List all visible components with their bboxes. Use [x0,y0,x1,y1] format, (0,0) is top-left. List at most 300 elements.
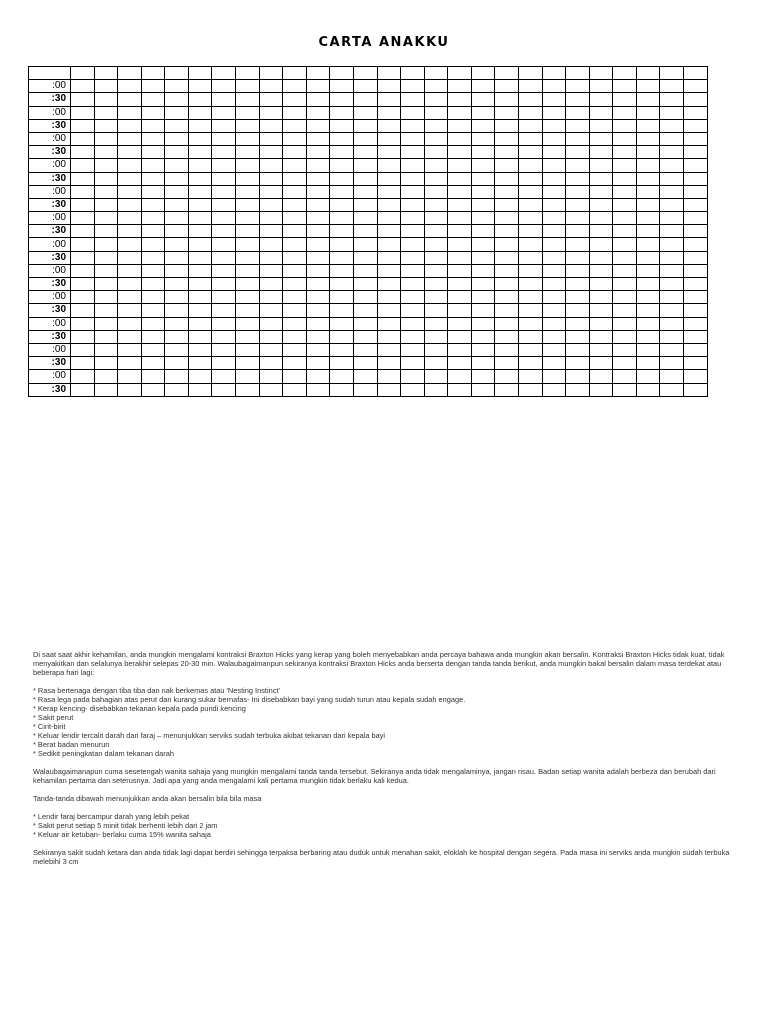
grid-cell [613,291,637,304]
grid-cell [71,317,95,330]
grid-cell [330,93,354,106]
grid-cell [424,172,448,185]
grid-cell [684,80,708,93]
grid-cell [471,80,495,93]
grid-cell [212,185,236,198]
grid-cell [306,330,330,343]
grid-cell [118,251,142,264]
grid-cell [684,146,708,159]
grid-cell [613,264,637,277]
grid-cell [188,304,212,317]
grid-cell [141,172,165,185]
grid-cell [518,317,542,330]
grid-cell [141,383,165,396]
grid-cell [188,185,212,198]
grid-cell [401,67,425,80]
grid-cell [259,304,283,317]
time-label: :00 [29,291,71,304]
grid-cell [660,212,684,225]
list-item: * Keluar lendir tercalit darah dari faraj – menunjukkan serviks sudah terbuka akibat tekanan dari kepala bayi [33,731,386,740]
grid-cell [141,146,165,159]
grid-cell [94,238,118,251]
grid-cell [118,357,142,370]
grid-cell [236,317,260,330]
grid-row [29,146,708,159]
grid-cell [283,317,307,330]
grid-cell [424,80,448,93]
grid-cell [306,291,330,304]
grid-cell [330,119,354,132]
grid-cell [283,238,307,251]
grid-cell [542,278,566,291]
grid-cell [518,80,542,93]
grid-cell [589,80,613,93]
grid-cell [448,80,472,93]
grid-cell [377,225,401,238]
grid-row [29,304,708,317]
grid-cell [165,185,189,198]
grid-cell [165,370,189,383]
grid-cell [542,159,566,172]
grid-cell [636,238,660,251]
grid-cell [613,67,637,80]
grid-cell [141,159,165,172]
grid-cell [401,132,425,145]
grid-cell [118,185,142,198]
grid-cell [236,383,260,396]
grid-cell [684,278,708,291]
time-label: :30 [29,278,71,291]
grid-cell [401,357,425,370]
grid-cell [94,159,118,172]
grid-cell [471,212,495,225]
grid-cell [94,291,118,304]
grid-cell [330,67,354,80]
grid-cell [283,198,307,211]
grid-cell [518,146,542,159]
grid-cell [684,212,708,225]
grid-cell [94,383,118,396]
grid-cell [684,343,708,356]
grid-row [29,238,708,251]
grid-cell [518,330,542,343]
grid-cell [306,159,330,172]
grid-cell [71,80,95,93]
grid-cell [636,317,660,330]
time-label: :00 [29,80,71,93]
grid-cell [94,357,118,370]
grid-cell [94,330,118,343]
grid-cell [141,304,165,317]
grid-cell [660,225,684,238]
grid-cell [283,159,307,172]
time-label: :00 [29,132,71,145]
grid-cell [377,251,401,264]
grid-cell [471,185,495,198]
grid-cell [401,238,425,251]
grid-cell [259,278,283,291]
grid-cell [518,343,542,356]
grid-cell [377,357,401,370]
grid-cell [353,238,377,251]
grid-cell [424,278,448,291]
grid-cell [71,106,95,119]
grid-cell [377,264,401,277]
grid-cell [212,119,236,132]
grid-cell [566,132,590,145]
grid-row [29,357,708,370]
grid-cell [188,343,212,356]
grid-cell [424,132,448,145]
grid-cell [660,278,684,291]
grid-cell [542,383,566,396]
grid-cell [684,67,708,80]
grid-cell [165,198,189,211]
grid-cell [424,304,448,317]
grid-cell [141,264,165,277]
grid-cell [495,225,519,238]
grid-cell [471,198,495,211]
grid-cell [613,317,637,330]
grid-cell [518,212,542,225]
grid-cell [94,172,118,185]
grid-cell [542,93,566,106]
grid-cell [542,132,566,145]
grid-cell [401,172,425,185]
grid-cell [188,225,212,238]
grid-cell [684,119,708,132]
grid-cell [636,251,660,264]
grid-cell [94,185,118,198]
grid-cell [424,317,448,330]
grid-cell [353,212,377,225]
grid-cell [212,278,236,291]
grid-cell [141,198,165,211]
grid-cell [471,67,495,80]
grid-cell [94,278,118,291]
grid-cell [542,80,566,93]
grid-cell [94,106,118,119]
grid-cell [71,198,95,211]
grid-cell [424,198,448,211]
grid-cell [566,238,590,251]
list-item: * Rasa bertenaga dengan tiba tiba dan nak berkemas atau 'Nesting Instinct' [33,686,280,695]
grid-cell [471,238,495,251]
grid-cell [165,383,189,396]
grid-cell [424,343,448,356]
grid-cell [94,93,118,106]
grid-cell [636,291,660,304]
grid-cell [424,383,448,396]
grid-cell [330,80,354,93]
grid-cell [283,225,307,238]
grid-cell [212,264,236,277]
grid-cell [71,225,95,238]
grid-cell [188,370,212,383]
grid-cell [377,383,401,396]
time-label: :00 [29,159,71,172]
grid-cell [660,185,684,198]
grid-cell [71,343,95,356]
grid-cell [259,264,283,277]
grid-cell [448,304,472,317]
grid-cell [471,317,495,330]
grid-cell [636,159,660,172]
grid-cell [636,198,660,211]
grid-cell [613,172,637,185]
grid-cell [165,225,189,238]
grid-cell [377,67,401,80]
grid-cell [542,330,566,343]
grid-cell [566,304,590,317]
grid-cell [212,238,236,251]
grid-cell [188,264,212,277]
time-label: :00 [29,106,71,119]
grid-cell [330,212,354,225]
grid-cell [29,67,71,80]
grid-cell [684,330,708,343]
grid-cell [424,106,448,119]
grid-row [29,317,708,330]
grid-cell [330,251,354,264]
grid-cell [448,317,472,330]
grid-cell [71,291,95,304]
grid-cell [448,225,472,238]
grid-cell [471,383,495,396]
grid-cell [283,132,307,145]
grid-cell [188,291,212,304]
grid-cell [283,80,307,93]
grid-cell [424,225,448,238]
grid-cell [401,304,425,317]
grid-cell [495,383,519,396]
grid-cell [542,251,566,264]
grid-cell [212,132,236,145]
grid-cell [589,304,613,317]
grid-cell [566,185,590,198]
grid-cell [377,212,401,225]
grid-cell [306,67,330,80]
grid-cell [330,278,354,291]
grid-row [29,343,708,356]
grid-cell [259,80,283,93]
grid-cell [377,80,401,93]
grid-cell [188,278,212,291]
grid-cell [448,238,472,251]
grid-cell [236,80,260,93]
grid-cell [684,198,708,211]
grid-cell [589,251,613,264]
grid-cell [566,357,590,370]
grid-cell [613,370,637,383]
grid-cell [353,106,377,119]
grid-cell [283,330,307,343]
grid-cell [306,185,330,198]
list-item: * Sakit perut setiap 5 minit tidak berhenti lebih dari 2 jam [33,821,218,830]
grid-cell [518,251,542,264]
grid-cell [589,172,613,185]
grid-cell [94,212,118,225]
grid-cell [660,198,684,211]
grid-cell [660,106,684,119]
grid-cell [353,93,377,106]
grid-cell [636,370,660,383]
grid-cell [330,132,354,145]
grid-cell [401,159,425,172]
grid-cell [660,159,684,172]
grid-cell [212,159,236,172]
grid-cell [188,317,212,330]
grid-cell [94,146,118,159]
grid-cell [471,291,495,304]
grid-cell [306,119,330,132]
grid-cell [236,291,260,304]
grid-cell [660,357,684,370]
grid-cell [518,132,542,145]
grid-cell [542,185,566,198]
grid-cell [165,80,189,93]
grid-cell [448,251,472,264]
time-label: :30 [29,146,71,159]
grid-cell [566,212,590,225]
grid-cell [259,172,283,185]
grid-cell [471,251,495,264]
grid-cell [236,67,260,80]
grid-cell [306,383,330,396]
grid-cell [377,106,401,119]
grid-cell [684,304,708,317]
grid-cell [424,357,448,370]
grid-cell [471,146,495,159]
grid-row [29,185,708,198]
grid-row [29,106,708,119]
grid-cell [330,185,354,198]
grid-cell [353,343,377,356]
grid-cell [165,330,189,343]
grid-cell [377,370,401,383]
grid-cell [141,185,165,198]
grid-cell [684,357,708,370]
grid-cell [165,291,189,304]
grid-cell [636,212,660,225]
grid-cell [141,238,165,251]
grid-cell [448,264,472,277]
grid-cell [212,251,236,264]
grid-cell [377,172,401,185]
grid-cell [448,278,472,291]
grid-cell [684,225,708,238]
grid-cell [236,185,260,198]
grid-cell [495,251,519,264]
grid-cell [684,370,708,383]
grid-cell [566,146,590,159]
grid-cell [448,212,472,225]
grid-cell [518,67,542,80]
grid-cell [212,172,236,185]
time-label: :00 [29,238,71,251]
list-item: * Keluar air ketuban- berlaku cuma 15% wanita sahaja [33,830,211,839]
grid-cell [212,383,236,396]
grid-cell [448,383,472,396]
grid-cell [236,370,260,383]
grid-cell [589,198,613,211]
grid-cell [165,172,189,185]
grid-cell [377,132,401,145]
grid-cell [118,225,142,238]
grid-cell [283,264,307,277]
grid-cell [542,304,566,317]
grid-cell [518,159,542,172]
grid-cell [165,238,189,251]
grid-cell [542,291,566,304]
grid-cell [306,106,330,119]
grid-cell [141,212,165,225]
grid-cell [448,370,472,383]
list-item: * Sakit perut [33,713,74,722]
grid-cell [259,317,283,330]
grid-cell [236,225,260,238]
grid-cell [236,198,260,211]
grid-cell [283,185,307,198]
grid-cell [684,132,708,145]
grid-cell [71,159,95,172]
grid-cell [236,251,260,264]
grid-cell [448,291,472,304]
grid-cell [518,93,542,106]
grid-cell [518,291,542,304]
grid-cell [94,304,118,317]
grid-cell [589,383,613,396]
grid-cell [613,93,637,106]
grid-cell [636,119,660,132]
grid-cell [401,370,425,383]
grid-cell [188,238,212,251]
grid-cell [165,317,189,330]
grid-cell [495,159,519,172]
grid-cell [660,238,684,251]
grid-cell [188,106,212,119]
grid-cell [94,198,118,211]
grid-cell [118,106,142,119]
grid-row [29,172,708,185]
grid-cell [306,370,330,383]
grid-cell [424,119,448,132]
grid-cell [283,212,307,225]
grid-cell [165,93,189,106]
grid-cell [283,119,307,132]
grid-cell [495,278,519,291]
grid-cell [353,330,377,343]
grid-cell [518,225,542,238]
grid-cell [236,132,260,145]
grid-cell [236,212,260,225]
grid-cell [165,132,189,145]
grid-cell [401,317,425,330]
grid-cell [566,264,590,277]
grid-cell [660,264,684,277]
grid-cell [330,225,354,238]
grid-cell [330,146,354,159]
grid-cell [495,357,519,370]
grid-cell [306,80,330,93]
grid-cell [118,146,142,159]
grid-cell [495,132,519,145]
grid-cell [448,330,472,343]
grid-cell [141,132,165,145]
grid-cell [448,172,472,185]
grid-cell [495,146,519,159]
grid-cell [141,251,165,264]
